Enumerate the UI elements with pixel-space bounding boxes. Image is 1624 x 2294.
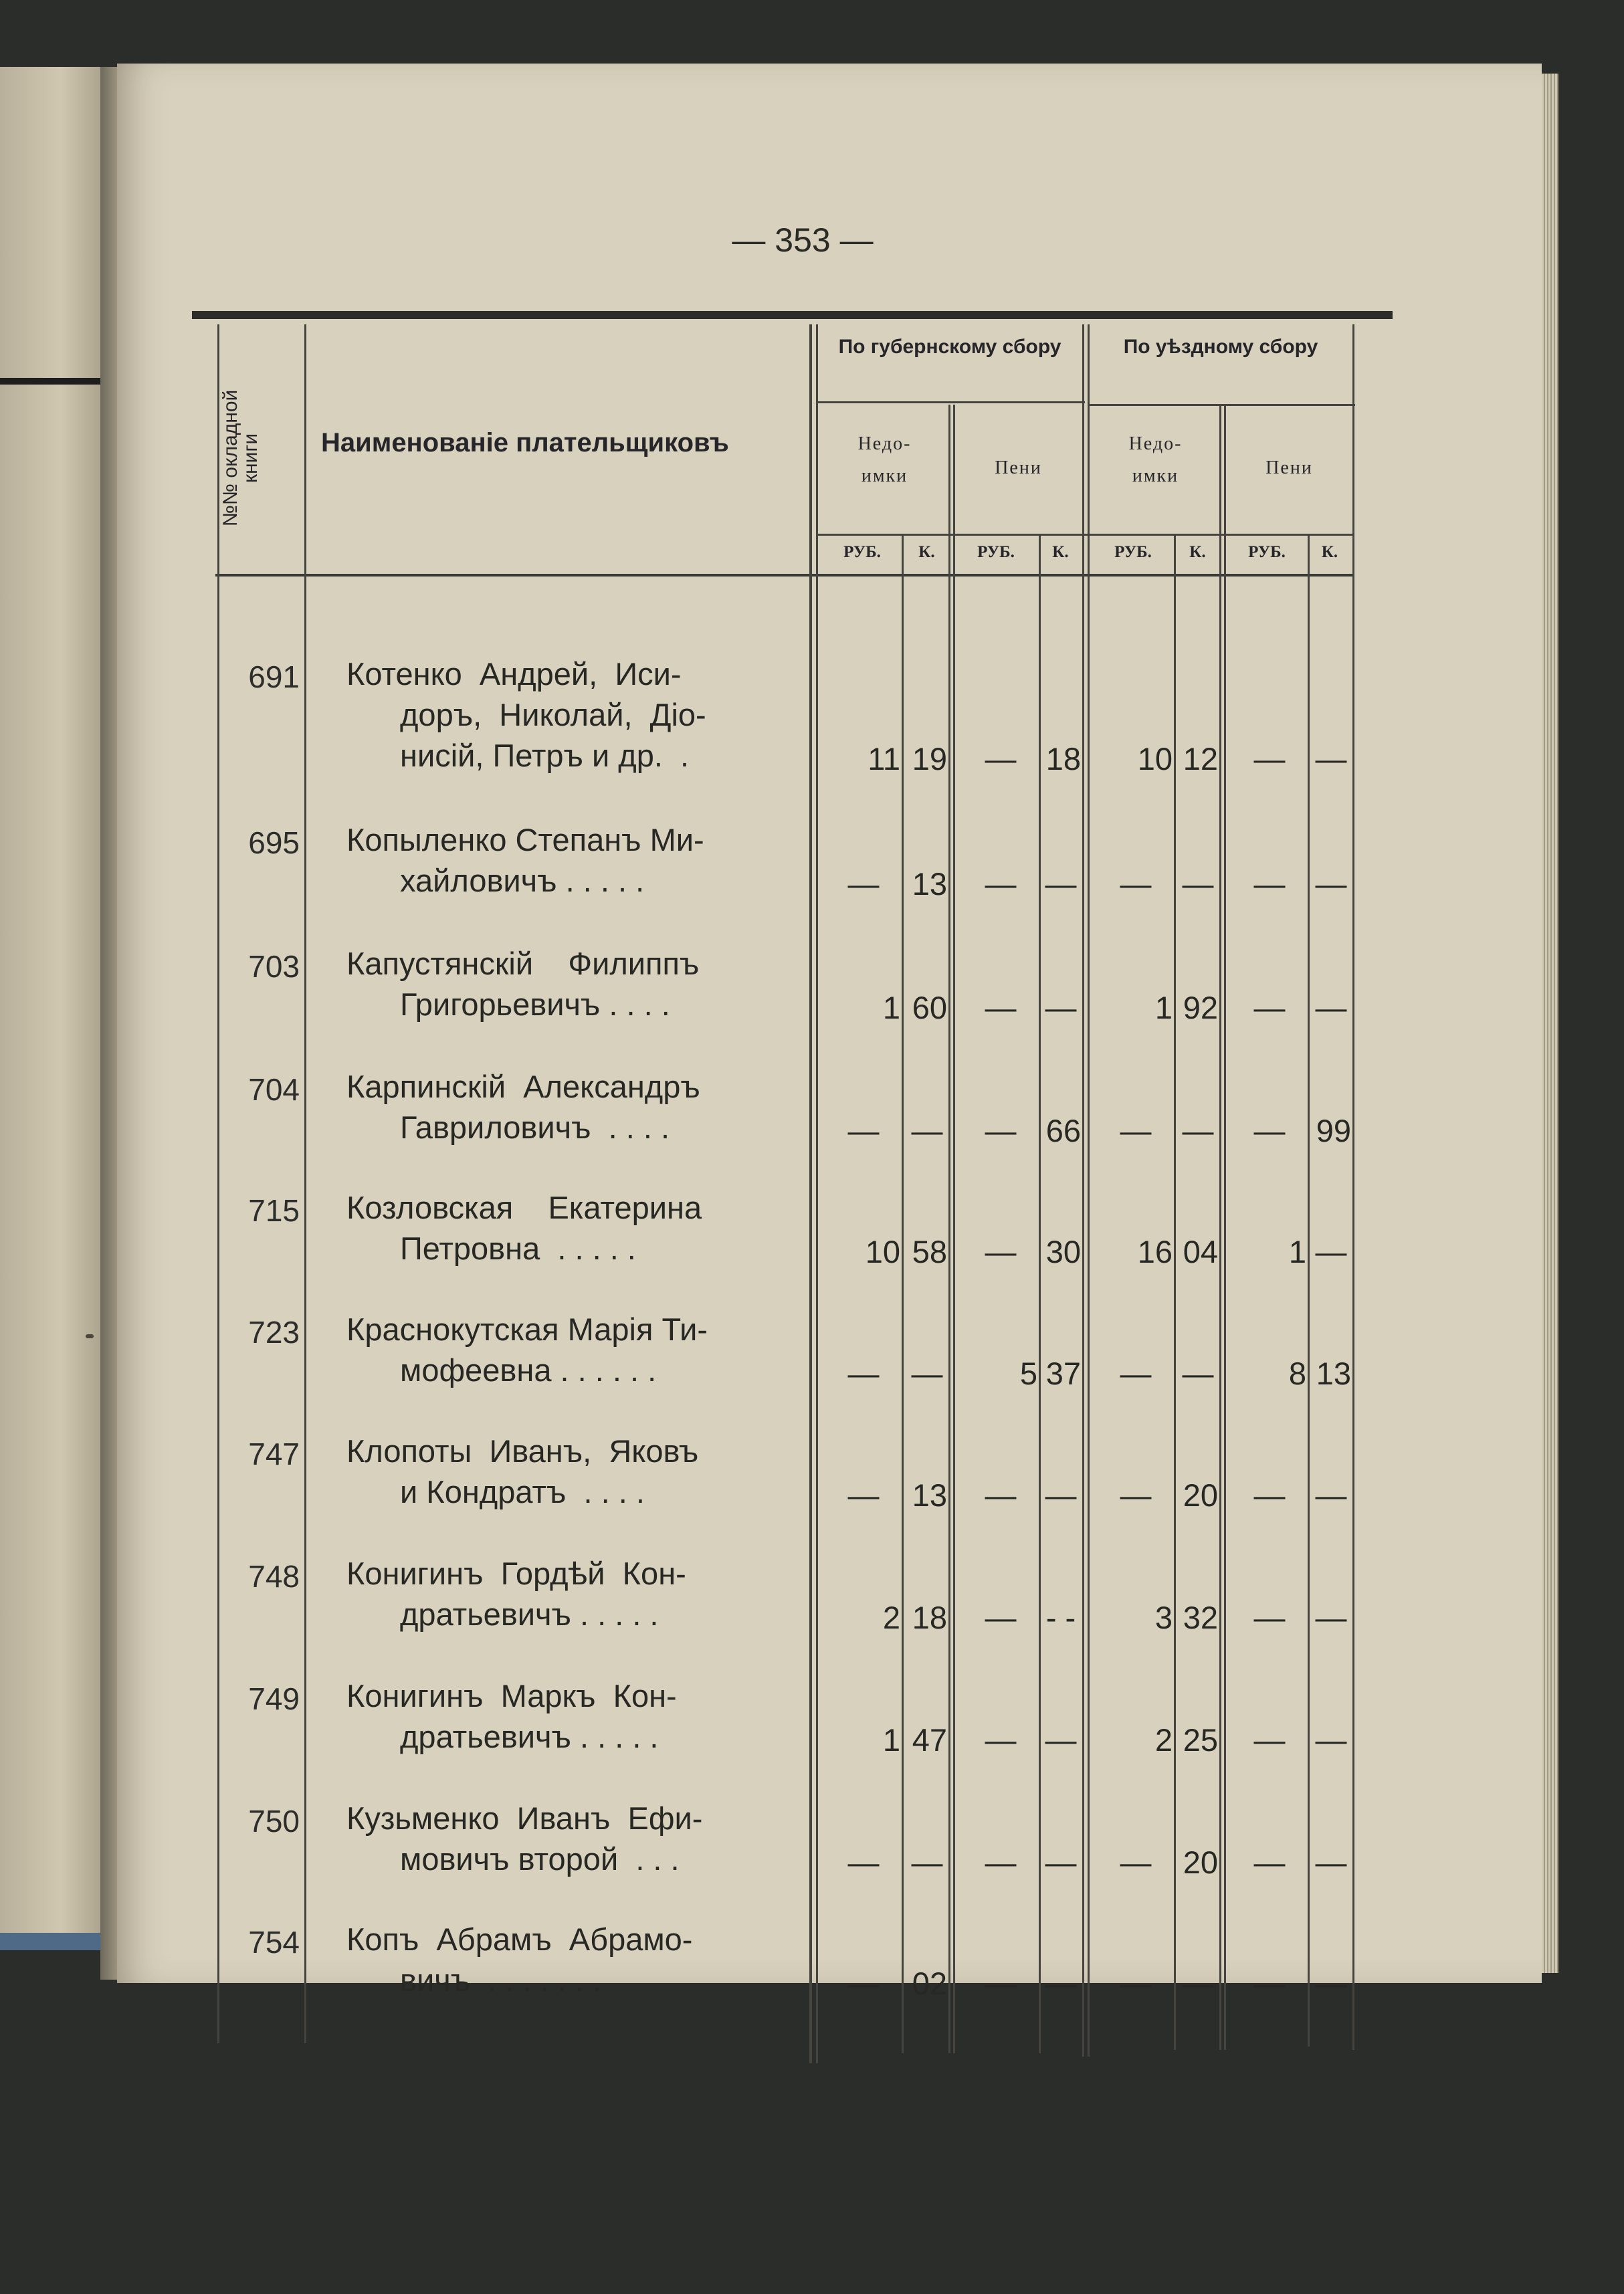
amount-cell: —	[1315, 1722, 1347, 1758]
book-number: 750	[248, 1804, 300, 1839]
payer-name-line: мофеевна . . . . . .	[400, 1352, 657, 1388]
payer-name-line: Петровна . . . . .	[400, 1231, 636, 1266]
amount-cell: —	[1045, 990, 1077, 1025]
payer-name-line: доръ, Николай, Діо-	[400, 697, 706, 732]
amount-cell: 20	[1183, 1477, 1218, 1513]
amount-cell: —	[1315, 1234, 1347, 1269]
amount-cell: —	[1315, 1845, 1347, 1880]
amount-cell: —	[1120, 1966, 1152, 2001]
amount-cell: 04	[1183, 1234, 1218, 1269]
provincial-arrears-header: Недо- имки	[857, 433, 912, 486]
payer-name-line: Котенко Андрей, Иси-	[346, 656, 682, 692]
amount-cell: —	[1120, 866, 1152, 902]
payer-name	[346, 1919, 801, 2000]
district-levy-header: По уѣздному сбору	[1123, 336, 1318, 358]
signature-mark: 23	[1264, 2043, 1286, 2067]
district-penalty-header: Пени	[1265, 457, 1313, 478]
column-rule	[1088, 324, 1090, 2057]
payer-name	[346, 653, 801, 776]
book-number: 723	[248, 1315, 300, 1350]
header-rule	[1089, 404, 1355, 406]
previous-page-rule	[0, 378, 107, 385]
amount-cell: —	[1315, 990, 1347, 1025]
amount-cell: —	[1182, 1113, 1214, 1148]
header-rule	[817, 534, 1352, 536]
amount-cell: —	[1253, 741, 1286, 776]
amount-cell: —	[1253, 1113, 1286, 1148]
unit-kop: К.	[1052, 543, 1069, 561]
payer-name-line: мовичъ второй . . .	[400, 1841, 680, 1877]
amount-cell: 5	[1019, 1356, 1037, 1391]
column-rule	[816, 324, 818, 2063]
header-rule	[817, 401, 1085, 403]
amount-cell: —	[1315, 741, 1347, 776]
payer-name-line: Козловская Екатерина	[346, 1190, 702, 1225]
amount-cell: —	[911, 1845, 943, 1880]
payer-name-line: и Кондратъ . . . .	[400, 1474, 645, 1509]
amount-cell: —	[985, 990, 1017, 1025]
amount-cell: —	[1253, 1845, 1286, 1880]
amount-cell: —	[985, 1113, 1017, 1148]
book-number: 754	[248, 1925, 300, 1960]
payer-name-line: дратьевичъ . . . . .	[400, 1719, 659, 1754]
amount-cell: —	[1253, 1600, 1286, 1635]
payer-name-line: Копыленко Степанъ Ми-	[346, 822, 704, 857]
amount-cell: —	[1120, 1113, 1152, 1148]
column-rule	[953, 405, 955, 2053]
amount-cell: —	[1120, 1477, 1152, 1513]
amount-cell: —	[847, 866, 880, 902]
header-bottom-rule	[215, 574, 1352, 577]
amount-cell: —	[1253, 1477, 1286, 1513]
amount-cell: —	[847, 1845, 880, 1880]
amount-cell: —	[1045, 1722, 1077, 1758]
amount-cell: —	[985, 1477, 1017, 1513]
unit-rub: РУБ.	[1248, 543, 1286, 561]
amount-cell: 18	[1045, 741, 1081, 776]
payer-name-line: нисій, Петръ и др. .	[400, 738, 690, 773]
payer-name	[346, 1309, 801, 1390]
book-number: 748	[248, 1559, 300, 1594]
amount-cell: —	[1253, 866, 1286, 902]
amount-cell: 66	[1045, 1113, 1081, 1148]
amount-cell: 1	[1154, 990, 1173, 1025]
payer-name	[346, 1553, 801, 1635]
previous-page-mark	[86, 1334, 94, 1338]
payer-name-line: Григорьевичъ . . . .	[400, 986, 670, 1022]
payer-name-line: Гавриловичъ . . . .	[400, 1110, 670, 1145]
book-number: 691	[248, 659, 300, 694]
unit-kop: К.	[1321, 543, 1338, 561]
payer-name	[346, 1187, 801, 1269]
payer-name	[346, 1675, 801, 1757]
amount-cell: 2	[882, 1600, 900, 1635]
amount-cell: —	[1045, 866, 1077, 902]
page-number: — 353 —	[732, 221, 874, 259]
payer-name-header: Наименованіе плательщиковъ	[321, 428, 729, 457]
amount-cell: —	[1182, 1966, 1214, 2001]
amount-cell: —	[911, 1113, 943, 1148]
amount-cell: - -	[1045, 1600, 1076, 1635]
amount-cell: 1	[1288, 1234, 1306, 1269]
amount-cell: 10	[865, 1234, 900, 1269]
unit-kop: К.	[918, 543, 935, 561]
amount-cell: —	[847, 1477, 880, 1513]
amount-cell: —	[985, 1845, 1017, 1880]
amount-cell: —	[911, 1356, 943, 1391]
amount-cell: 13	[912, 1477, 947, 1513]
payer-name-line: дратьевичъ . . . . .	[400, 1596, 659, 1632]
amount-cell: 60	[912, 990, 947, 1025]
payer-name-line: Кузьменко Иванъ Ефи-	[346, 1800, 703, 1836]
unit-rub: РУБ.	[1114, 543, 1152, 561]
amount-cell: —	[985, 1234, 1017, 1269]
amount-cell: —	[1182, 1356, 1214, 1391]
previous-page-edge	[0, 67, 110, 1940]
unit-kop: К.	[1189, 543, 1206, 561]
amount-cell: —	[1315, 1600, 1347, 1635]
amount-cell: 37	[1045, 1356, 1081, 1391]
bookmark-tab	[0, 1933, 107, 1950]
amount-cell: —	[1253, 990, 1286, 1025]
amount-cell: —	[1045, 1966, 1077, 2001]
amount-cell: —	[1045, 1845, 1077, 1880]
column-rule	[948, 405, 950, 2053]
column-rule	[1174, 535, 1176, 2050]
amount-cell: —	[1315, 866, 1347, 902]
amount-cell: 47	[912, 1722, 947, 1758]
amount-cell: —	[1253, 1966, 1286, 2001]
column-rule	[1308, 535, 1310, 2047]
amount-cell: —	[1120, 1845, 1152, 1880]
column-rule	[1224, 405, 1226, 2050]
provincial-levy-header: По губернскому сбору	[838, 336, 1061, 358]
amount-cell: —	[985, 1722, 1017, 1758]
payer-name-line: Конигинъ Маркъ Кон-	[346, 1678, 677, 1713]
column-rule	[217, 324, 219, 2043]
amount-cell: 11	[868, 741, 900, 776]
unit-rub: РУБ.	[843, 543, 881, 561]
payer-name-line: хайловичъ . . . . .	[400, 863, 645, 898]
amount-cell: 12	[1183, 741, 1218, 776]
book-number: 715	[248, 1193, 300, 1228]
amount-cell: —	[985, 1966, 1017, 2001]
amount-cell: —	[985, 866, 1017, 902]
payer-name	[346, 1798, 801, 1879]
amount-cell: 02	[912, 1966, 947, 2001]
amount-cell: 92	[1183, 990, 1218, 1025]
provincial-penalty-header: Пени	[995, 457, 1042, 478]
amount-cell: —	[1120, 1356, 1152, 1391]
amount-cell: 1	[882, 1722, 900, 1758]
payer-name-line: Копъ Абрамъ Абрамо-	[346, 1921, 693, 1957]
payer-name-line: Клопоты Иванъ, Яковъ	[346, 1433, 699, 1469]
unit-rub: РУБ.	[977, 543, 1015, 561]
amount-cell: 32	[1183, 1600, 1218, 1635]
payer-name	[346, 943, 801, 1025]
amount-cell: 1	[882, 990, 900, 1025]
amount-cell: 3	[1154, 1600, 1173, 1635]
column-rule	[1082, 324, 1084, 2057]
amount-cell: —	[1315, 1966, 1347, 2001]
book-number: 747	[248, 1437, 300, 1471]
book-number: 704	[248, 1072, 300, 1107]
column-rule	[1219, 405, 1221, 2050]
amount-cell: —	[847, 1966, 880, 2001]
amount-cell: —	[847, 1113, 880, 1148]
amount-cell: —	[985, 741, 1017, 776]
amount-cell: 13	[912, 866, 947, 902]
amount-cell: 58	[912, 1234, 947, 1269]
amount-cell: 16	[1137, 1234, 1173, 1269]
payer-name-line: Краснокутская Марія Ти-	[346, 1312, 708, 1347]
amount-cell: 10	[1137, 741, 1173, 776]
book-number: 749	[248, 1681, 300, 1716]
payer-name-line: Капустянскій Филиппъ	[346, 946, 700, 981]
amount-cell: —	[985, 1600, 1017, 1635]
book-number: 695	[248, 825, 300, 860]
column-rule	[1352, 324, 1354, 2050]
amount-cell: —	[1045, 1477, 1077, 1513]
amount-cell: 8	[1288, 1356, 1306, 1391]
payer-name	[346, 1066, 801, 1148]
amount-cell: 30	[1045, 1234, 1081, 1269]
amount-cell: —	[847, 1356, 880, 1391]
book-number-header: №№ окладной книги	[219, 389, 262, 527]
amount-cell: 13	[1316, 1356, 1351, 1391]
book-number: 703	[248, 949, 300, 984]
payer-name-line: Конигинъ Гордѣй Кон-	[346, 1556, 686, 1591]
column-rule	[304, 324, 306, 2043]
payer-name	[346, 1431, 801, 1512]
amount-cell: 25	[1183, 1722, 1218, 1758]
payer-name-line: вичъ . . . . . . .	[400, 1962, 601, 1998]
amount-cell: —	[1182, 866, 1214, 902]
column-rule	[902, 535, 904, 2053]
amount-cell: —	[1253, 1722, 1286, 1758]
table-top-rule	[192, 311, 1393, 319]
district-arrears-header: Недо- имки	[1128, 433, 1183, 486]
amount-cell: 2	[1154, 1722, 1173, 1758]
amount-cell: 18	[912, 1600, 947, 1635]
amount-cell: 19	[912, 741, 947, 776]
amount-cell: 20	[1183, 1845, 1218, 1880]
amount-cell: —	[1315, 1477, 1347, 1513]
column-rule	[809, 324, 812, 2063]
amount-cell: 99	[1316, 1113, 1351, 1148]
payer-name	[346, 819, 801, 901]
payer-name-line: Карпинскій Александръ	[346, 1069, 700, 1104]
